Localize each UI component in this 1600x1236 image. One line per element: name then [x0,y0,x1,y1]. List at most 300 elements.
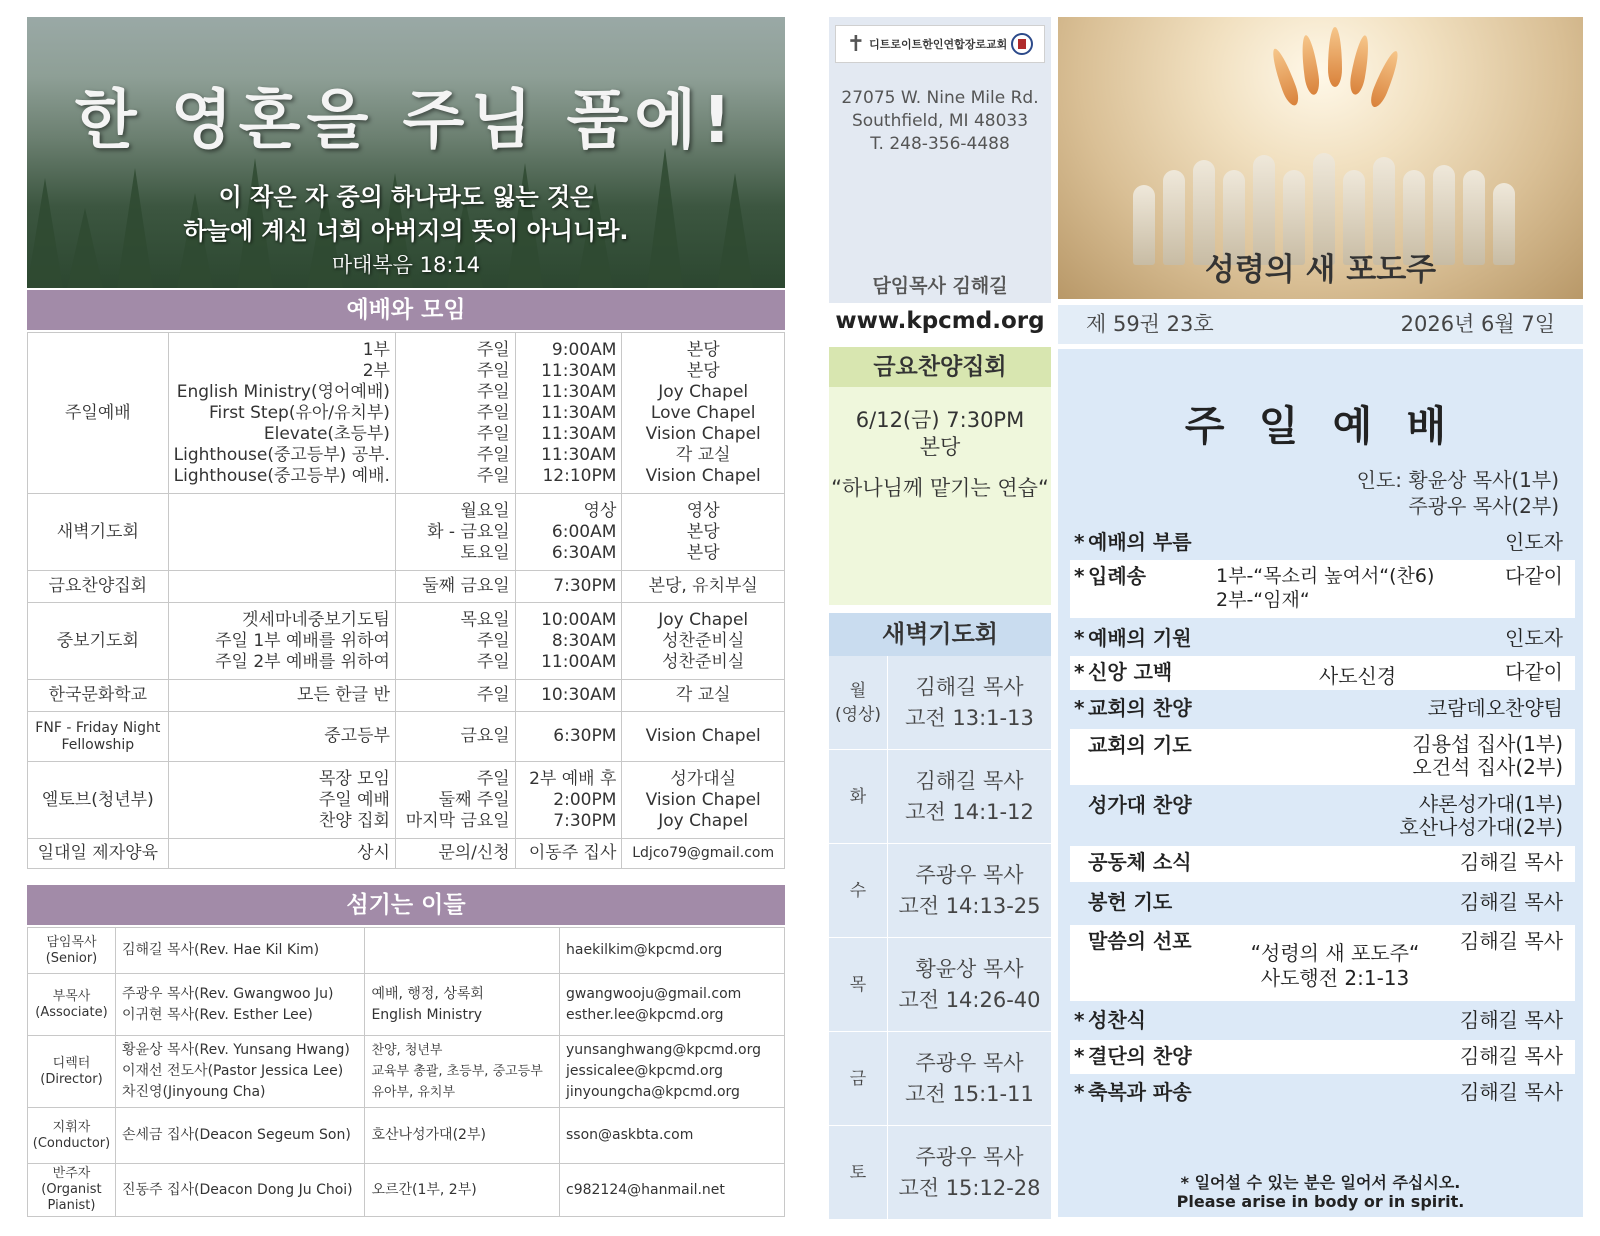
worship-order-label-text: 결단의 찬양 [1088,1044,1192,1068]
schedule-row [28,494,785,571]
schedule-time [515,333,622,494]
presbyterian-seal-icon [1011,33,1033,55]
schedule-place [622,333,785,494]
servant-names [115,1108,364,1164]
servants-table [27,927,785,1217]
servant-role-line: 디렉터 [52,1055,91,1071]
schedule-time [515,712,622,762]
schedule-desc-line: 주일 예배 [318,789,390,810]
worship-order-item [1070,1004,1575,1038]
worship-order-person-line: 김해길 목사 [1460,1044,1563,1068]
schedule-place [622,712,785,762]
schedule-day-line: 주일 [476,685,510,705]
servant-email-line: c982124@hanmail.net [566,1181,725,1198]
hero-verse-line2: 하늘에 계신 너희 아버지의 뜻이 아니니라. [183,217,629,245]
standing-mark: * [1074,1008,1085,1032]
dawn-scripture: 고전 13:1-13 [905,705,1034,730]
worship-order-label [1070,660,1210,690]
servant-email-line: jinyoungcha@kpcmd.org [566,1084,740,1100]
hero-banner [27,17,785,288]
servant-duties [365,1108,560,1164]
dawn-day [829,1032,888,1125]
dawn-row [829,1032,1051,1126]
servant-role-line: Pianist) [47,1198,96,1213]
worship-order-person-line: 다같이 [1505,564,1563,588]
worship-order-item [1070,656,1575,690]
dawn-day-line: 수 [849,880,867,901]
worship-order-person-line: 김해길 목사 [1460,1080,1563,1104]
dawn-leader: 주광우 목사 [915,862,1024,887]
servant-duty-line: 호산나성가대(2부) [371,1127,486,1143]
schedule-desc-line: 1부 [362,339,390,360]
dawn-leader: 주광우 목사 [915,1144,1024,1169]
dawn-day-line: 월 [849,680,867,701]
standing-note-en: Please arise in body or in spirit. [1176,1192,1465,1211]
servant-emails[interactable] [560,974,785,1036]
church-info-box [829,17,1051,303]
schedule-day-line: 주일 [476,444,510,465]
worship-order-person-line: 김용섭 집사(1부) [1412,732,1563,756]
hero-verse-line1: 이 작은 자 중의 하나라도 잃는 것은 [218,183,594,211]
servant-role-line: (Director) [40,1071,103,1087]
schedule-time [515,571,622,603]
schedule-time [515,494,622,571]
worship-order-label-text: 교회의 기도 [1088,733,1192,757]
worship-order-item [1070,729,1575,785]
schedule-day [395,680,515,712]
schedule-desc-line: Elevate(초등부) [263,423,390,444]
standing-mark: * [1074,1080,1085,1104]
worship-order-label-text: 공동체 소식 [1088,850,1192,874]
servant-role-line: 부목사 [52,988,91,1004]
standing-note-kr: * 일어설 수 있는 분은 일어서 주십시오. [1180,1173,1461,1192]
worship-order-label-text: 봉헌 기도 [1088,890,1173,914]
servant-role [28,1108,116,1164]
schedule-day-line: 주일 [476,465,510,486]
schedule-time-line: 8:30AM [551,630,617,651]
worship-order-label [1070,793,1210,845]
servant-email-line: gwangwooju@gmail.com [566,985,742,1002]
schedule-place-line: Joy Chapel [658,609,749,630]
schedule-desc-line: English Ministry(영어예배) [176,381,390,402]
worship-order-person-line: 인도자 [1505,530,1563,554]
schedule-place-line: Vision Chapel [645,726,761,746]
issue-bar [1058,305,1583,344]
worship-order-detail [1210,564,1505,618]
servant-emails[interactable] [560,928,785,974]
servant-names [115,974,364,1036]
worship-order-person-line: 호산나성가대(2부) [1399,815,1563,839]
servant-duty-line: 예배, 행정, 상록회 [371,985,484,1002]
schedule-row [28,839,785,869]
worship-order-item [1070,789,1575,845]
worship-order-person-line: 오건석 집사(2부) [1412,755,1563,779]
worship-order-detail [1210,1044,1460,1074]
schedule-time-line: 7:30PM [553,810,617,831]
servant-duties [365,928,560,974]
friday-worship-title: 금요찬양집회 [829,347,1051,387]
dawn-leader-cell [888,844,1051,937]
servant-role-line: (Organist [41,1182,102,1197]
worship-order-person-line: 다같이 [1505,660,1563,684]
servant-email-line: haekilkim@kpcmd.org [566,942,723,958]
servant-role-line: (Senior) [45,950,98,966]
worship-order-label-text: 성가대 찬양 [1088,793,1192,817]
worship-order-person [1505,626,1575,654]
schedule-name: 한국문화학교 [28,680,169,712]
servant-email-line: jessicalee@kpcmd.org [566,1063,724,1079]
worship-order-detail-line: 사도신경 [1318,664,1397,688]
website-link[interactable]: www.kpcmd.org [835,308,1045,334]
schedule-day-line: 월요일 [460,500,510,521]
phone-number: T. 248-356-4488 [870,134,1010,154]
schedule-time [515,839,622,869]
schedule-place [622,494,785,571]
servant-emails[interactable] [560,1108,785,1164]
servant-role [28,974,116,1036]
servant-duties [365,1164,560,1217]
schedule-desc [168,839,395,869]
schedule-desc-line: First Step(유아/유치부) [208,402,390,423]
dawn-leader: 황윤상 목사 [915,956,1024,981]
schedule-day [395,571,515,603]
dawn-leader: 김해길 목사 [915,768,1024,793]
leader-line1: 인도: 황윤상 목사(1부) [1356,468,1559,492]
worship-order-label [1070,1080,1210,1110]
worship-order-label [1070,564,1210,618]
schedule-row [28,571,785,603]
worship-order-detail [1210,733,1412,785]
schedule-time-line: 11:30AM [541,360,617,381]
hero-verse-reference: 마태복음 18:14 [331,253,481,277]
schedule-desc [168,762,395,839]
worship-order-item [1070,1040,1575,1074]
schedule-place [622,571,785,603]
worship-order-detail [1210,1080,1460,1110]
schedule-desc-line: 상시 [357,843,390,863]
worship-order-person [1460,1008,1575,1038]
dawn-day [829,1126,888,1219]
worship-order-label [1070,530,1210,558]
servant-name-line: 주광우 목사(Rev. Gwangwoo Ju) [121,985,334,1002]
schedule-day-line: 주일 [476,768,510,789]
servant-role-line: 지휘자 [52,1119,91,1135]
worship-order-person-line: 김해길 목사 [1460,929,1563,953]
schedule-desc [168,712,395,762]
worship-order-label-text: 성찬식 [1088,1008,1146,1032]
dawn-leader: 김해길 목사 [915,674,1024,699]
servant-emails[interactable] [560,1036,785,1108]
dawn-day-line: 화 [849,786,867,807]
schedule-name: 엘토브(청년부) [28,762,169,839]
worship-order-detail [1210,929,1460,1001]
worship-order-person [1505,660,1575,690]
schedule-place-line: Vision Chapel [645,465,761,486]
address-line2: Southfield, MI 48033 [851,111,1029,131]
schedule-time-line: 6:00AM [551,521,617,542]
church-logo-text: 디트로이트한인연합장로교회 [869,38,1008,51]
servant-names [115,1164,364,1217]
worship-order-label-text: 입례송 [1088,564,1146,588]
schedule-desc-line: Lighthouse(중고등부) 예배. [173,465,390,486]
schedule-desc-line: 겟세마네중보기도팀 [242,609,390,630]
worship-order-detail [1210,890,1460,922]
servant-row [28,974,785,1036]
worship-order-label [1070,929,1210,1001]
standing-mark: * [1074,696,1085,720]
worship-order-detail [1210,660,1505,690]
worship-order-label-text: 예배의 부름 [1088,530,1192,554]
dawn-leader-cell [888,1032,1051,1125]
servant-role-line: 담임목사 [46,934,97,950]
worship-order-label [1070,850,1210,882]
schedule-place-line: 성가대실 [670,768,737,789]
servant-names [115,1036,364,1108]
address-line1: 27075 W. Nine Mile Rd. [841,88,1039,108]
schedule-time-line: 10:30AM [541,685,617,705]
friday-when: 6/12(금) 7:30PM [855,408,1025,432]
worship-order-person [1505,530,1575,558]
dawn-scripture: 고전 14:26-40 [898,987,1041,1012]
worship-order-detail-line: 1부-“목소리 높여서“(찬6) [1216,565,1435,587]
worship-order-person [1412,733,1575,785]
servant-role [28,1164,116,1217]
servant-duty-line: 오르간(1부, 2부) [371,1181,477,1198]
dawn-scripture: 고전 15:1-11 [905,1081,1034,1106]
volume-number: 제 59권 23호 [1086,312,1214,336]
standing-mark: * [1074,1044,1085,1068]
dawn-leader-cell [888,1126,1051,1219]
standing-note [1058,1173,1583,1211]
standing-mark: * [1074,626,1085,650]
schedule-time-line: 2:00PM [553,789,617,810]
schedule-section-title: 예배와 모임 [27,290,785,330]
worship-order-label-text: 교회의 찬양 [1088,696,1192,720]
servant-duty-line: 교육부 총괄, 초등부, 중고등부 [371,1064,543,1079]
schedule-place [622,603,785,680]
schedule-row [28,333,785,494]
schedule-place-line: Joy Chapel [658,381,749,402]
worship-order-person-line: 인도자 [1505,626,1563,650]
senior-pastor: 담임목사 김해길 [872,275,1008,297]
dawn-row [829,750,1051,844]
sermon-art-title: 성령의 새 포도주 [1204,252,1437,288]
servant-role-line: 반주자 [52,1166,91,1181]
schedule-time-line: 10:00AM [541,609,617,630]
schedule-day-line: 토요일 [460,542,510,563]
servant-names [115,928,364,974]
schedule-day-line: 주일 [476,630,510,651]
servant-name-line: 진동주 집사(Deacon Dong Ju Choi) [121,1181,353,1198]
schedule-desc-line: 모든 한글 반 [297,685,390,705]
servant-row [28,1036,785,1108]
schedule-name: FNF - Friday Night Fellowship [28,712,169,762]
dawn-leader-cell [888,750,1051,843]
schedule-day [395,494,515,571]
servant-email-line: sson@askbta.com [566,1127,694,1143]
schedule-day [395,603,515,680]
worship-order-item [1070,526,1575,558]
dawn-leader-cell [888,938,1051,1031]
standing-mark: * [1074,530,1085,554]
worship-order-label-text: 예배의 기원 [1088,626,1192,650]
worship-order-person-line: 코람데오찬양팀 [1427,696,1563,720]
schedule-row [28,680,785,712]
schedule-time [515,603,622,680]
schedule-row [28,762,785,839]
servant-name-line: 이귀현 목사(Rev. Esther Lee) [121,1006,313,1023]
schedule-place-line: 본당 [686,542,720,563]
schedule-time-line: 영상 [583,500,617,521]
worship-order-detail [1210,696,1428,726]
servant-name-line: 이재선 전도사(Pastor Jessica Lee) [121,1063,344,1079]
schedule-day-line: 마지막 금요일 [405,810,510,831]
dawn-prayer-schedule [829,656,1051,1220]
schedule-day-line: 목요일 [460,609,510,630]
schedule-time-line: 이동주 집사 [528,843,617,863]
worship-order-item [1070,886,1575,922]
schedule-day-line: 주일 [476,423,510,444]
servant-role-line: (Associate) [35,1004,108,1020]
schedule-place-line: 성찬준비실 [662,630,745,651]
worship-order-box [1058,349,1583,1217]
schedule-time-line: 2부 예배 후 [529,768,617,789]
dawn-scripture: 고전 14:13-25 [898,893,1041,918]
schedule-desc [168,333,395,494]
worship-order-label [1070,696,1210,726]
servant-name-line: 황윤상 목사(Rev. Yunsang Hwang) [121,1042,350,1058]
servant-role [28,1036,116,1108]
sermon-title: “성령의 새 포도주“ [1250,941,1420,965]
schedule-row [28,603,785,680]
worship-order-item [1070,925,1575,1001]
schedule-day [395,762,515,839]
worship-order-item [1070,622,1575,654]
servant-duty-line: 찬양, 청년부 [371,1043,443,1058]
dawn-leader: 주광우 목사 [915,1050,1024,1075]
schedule-place-line: 본당 [686,521,720,542]
dawn-day [829,750,888,843]
servant-row [28,928,785,974]
schedule-table [27,332,785,869]
schedule-row [28,712,785,762]
schedule-day-line: 주일 [476,402,510,423]
servants-section-title: 섬기는 이들 [27,885,785,925]
worship-order-person [1428,696,1575,726]
schedule-time-line: 7:30PM [553,576,617,596]
worship-title: 주 일 예 배 [1184,402,1457,450]
servant-duty-line: English Ministry [371,1006,482,1023]
dawn-prayer-title: 새벽기도회 [829,613,1051,656]
worship-leaders [1357,467,1559,519]
servant-name-line: 손세금 집사(Deacon Segeum Son) [121,1127,351,1143]
schedule-time-line: 12:10PM [542,465,617,486]
worship-order-label [1070,733,1210,785]
schedule-place-line: 성찬준비실 [662,651,745,672]
sermon-artwork [1058,17,1583,299]
schedule-desc-line: 2부 [362,360,390,381]
schedule-name: 중보기도회 [28,603,169,680]
dawn-row [829,844,1051,938]
schedule-desc-line: 주일 1부 예배를 위하여 [215,630,390,651]
schedule-day-line: 둘째 주일 [438,789,510,810]
schedule-desc-line: 목장 모임 [318,768,390,789]
dawn-scripture: 고전 14:1-12 [905,799,1034,824]
schedule-time-line: 11:30AM [541,402,617,423]
dawn-row [829,1126,1051,1220]
schedule-desc [168,680,395,712]
schedule-time-line: 6:30AM [551,542,617,563]
worship-order-label-text: 신앙 고백 [1088,660,1173,684]
bulletin-date: 2026년 6월 7일 [1400,312,1555,336]
worship-order-detail-line: 2부-“임재“ [1216,589,1310,611]
worship-order-person [1460,850,1575,882]
worship-order-detail [1210,530,1505,558]
servant-emails[interactable] [560,1164,785,1217]
dawn-day-line: 금 [849,1068,867,1089]
dawn-day [829,938,888,1031]
cross-icon: ✝ [846,31,866,57]
dawn-day [829,844,888,937]
schedule-desc-line: 찬양 집회 [318,810,390,831]
schedule-day-line: 문의/신청 [438,843,510,863]
sermon-scripture: 사도행전 2:1-13 [1260,966,1410,990]
worship-order-detail [1210,626,1505,654]
servant-name-line: 김해길 목사(Rev. Hae Kil Kim) [121,942,320,958]
schedule-desc [168,494,395,571]
worship-order-person-line: 샤론성가대(1부) [1418,792,1563,816]
worship-order-label-text: 말씀의 선포 [1088,929,1192,953]
servant-role [28,928,116,974]
schedule-desc-line: 주일 2부 예배를 위하여 [215,651,390,672]
schedule-name: 새벽기도회 [28,494,169,571]
worship-order-person-line: 김해길 목사 [1460,890,1563,914]
friday-theme: “하나님께 맡기는 연습“ [831,476,1049,500]
schedule-day-line: 주일 [476,651,510,672]
schedule-place [622,762,785,839]
schedule-place-line: Vision Chapel [645,423,761,444]
worship-order-label [1070,626,1210,654]
worship-order-person [1505,564,1575,618]
schedule-name: 일대일 제자양육 [28,839,169,869]
dawn-scripture: 고전 15:12-28 [898,1175,1041,1200]
schedule-place-line: Vision Chapel [645,789,761,810]
servant-row [28,1108,785,1164]
schedule-desc [168,603,395,680]
worship-order-detail [1210,793,1399,845]
schedule-day [395,712,515,762]
schedule-desc [168,571,395,603]
schedule-time-line: 11:30AM [541,423,617,444]
worship-order-person [1460,929,1575,1001]
dawn-day [829,656,888,749]
schedule-desc-line: Lighthouse(중고등부) 공부. [173,444,390,465]
dawn-day-line: 토 [849,1162,867,1183]
worship-order-person [1399,793,1575,845]
worship-order-item [1070,1076,1575,1110]
schedule-place-line: Love Chapel [650,402,756,423]
hero-title: 한 영혼을 주님 품에! [74,84,738,158]
schedule-time-line: 11:30AM [541,381,617,402]
dawn-leader-cell [888,656,1051,749]
schedule-place-line: 본당 [686,339,720,360]
schedule-name: 금요찬양집회 [28,571,169,603]
schedule-place-line: 본당, 유치부실 [648,576,758,596]
schedule-place-line: 각 교실 [675,444,731,465]
servant-duties [365,1036,560,1108]
worship-order-label-text: 축복과 파송 [1088,1080,1192,1104]
schedule-place [622,839,785,869]
